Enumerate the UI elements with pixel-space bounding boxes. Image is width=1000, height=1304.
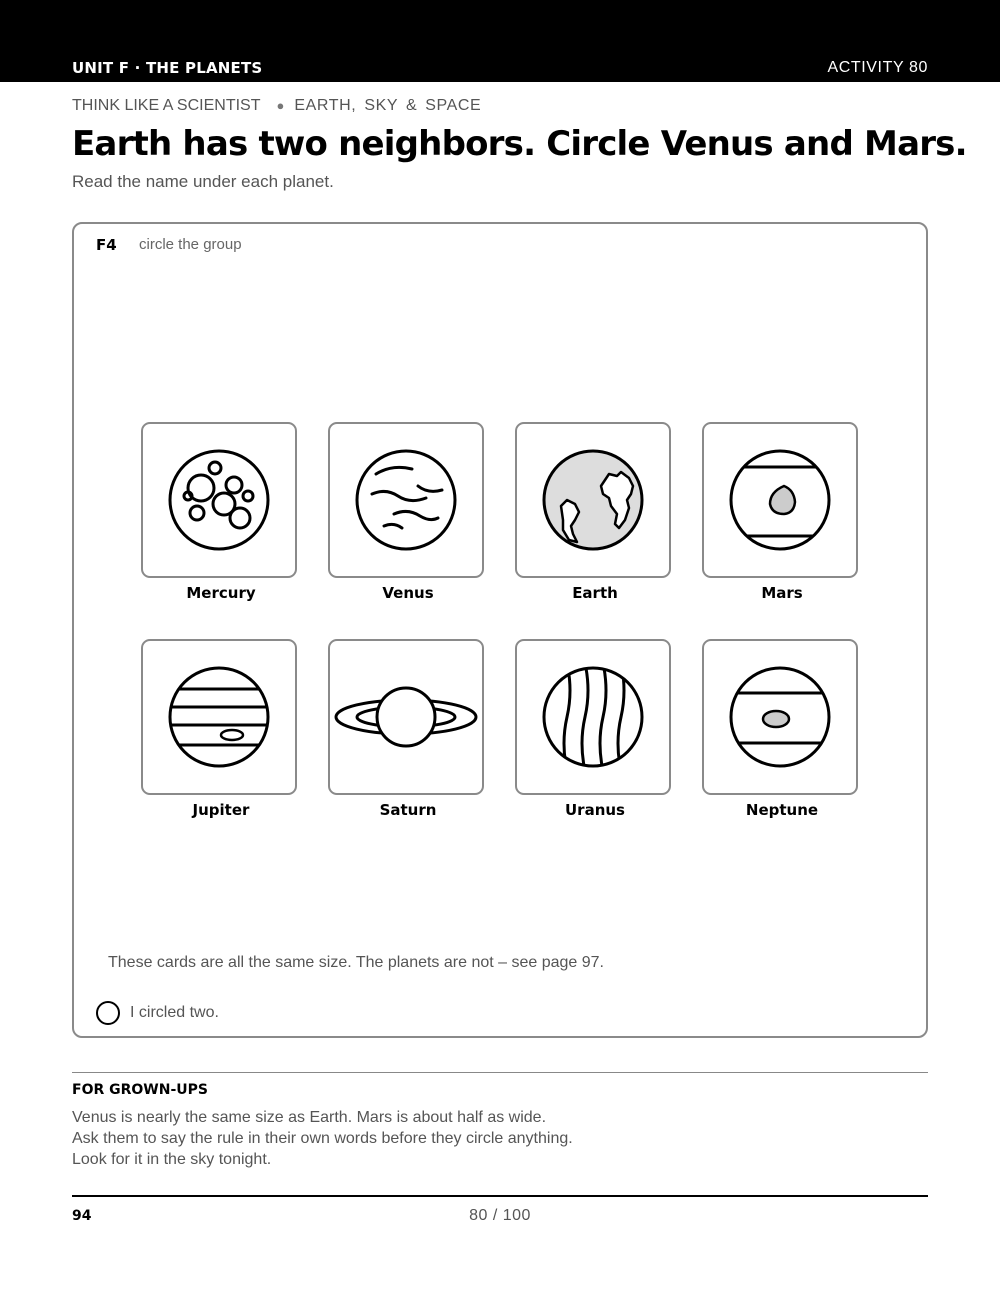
footer-divider — [72, 1195, 928, 1197]
planet-label: Mercury — [186, 584, 256, 602]
activity-panel — [72, 222, 928, 1038]
done-checkbox[interactable] — [96, 1001, 120, 1025]
planet-card-earth[interactable] — [515, 422, 671, 578]
activity-label: ACTIVITY 80 — [827, 59, 928, 76]
planet-card-uranus[interactable] — [515, 639, 671, 795]
planet-card-neptune[interactable] — [702, 639, 858, 795]
page-subtitle: Read the name under each planet. — [72, 172, 334, 191]
planet-card-saturn[interactable] — [328, 639, 484, 795]
planet-label: Jupiter — [192, 801, 250, 819]
planet-label: Saturn — [379, 801, 437, 819]
planet-label: Mars — [761, 584, 803, 602]
planet-label: Neptune — [745, 801, 819, 819]
neptune-icon — [704, 641, 856, 793]
page-title: Earth has two neighbors. Circle Venus and Mars. — [72, 124, 967, 164]
mercury-icon — [143, 424, 295, 576]
grownups-heading: FOR GROWN-UPS — [72, 1082, 208, 1098]
top-bar — [0, 0, 1000, 82]
planet-card-mars[interactable] — [702, 422, 858, 578]
uranus-icon — [517, 641, 669, 793]
grownups-line: Ask them to say the rule in their own words before they circle anything. — [72, 1130, 573, 1147]
planet-card-mercury[interactable] — [141, 422, 297, 578]
separator-dot-icon: ● — [276, 98, 285, 113]
size-note: These cards are all the same size. The planets are not – see page 97. — [108, 954, 604, 971]
planet-card-venus[interactable] — [328, 422, 484, 578]
planet-label: Venus — [382, 584, 434, 602]
activity-instruction: circle the group — [139, 236, 242, 253]
mars-icon — [704, 424, 856, 576]
page-number: 94 — [72, 1208, 92, 1224]
unit-label: UNIT F · THE PLANETS — [72, 59, 263, 77]
topic-label: EARTH, SKY & SPACE — [294, 97, 482, 114]
planet-label: Earth — [572, 584, 618, 602]
jupiter-icon — [143, 641, 295, 793]
divider — [72, 1072, 928, 1073]
venus-icon — [330, 424, 482, 576]
done-checkbox-label: I circled two. — [130, 1004, 219, 1021]
kicker — [72, 97, 481, 115]
series-label: THINK LIKE A SCIENTIST — [72, 97, 261, 114]
progress-counter: 80 / 100 — [469, 1207, 531, 1224]
activity-code: F4 — [96, 236, 117, 254]
grownups-line: Look for it in the sky tonight. — [72, 1151, 272, 1168]
saturn-icon — [330, 641, 482, 793]
planet-label: Uranus — [565, 801, 625, 819]
planet-card-jupiter[interactable] — [141, 639, 297, 795]
grownups-line: Venus is nearly the same size as Earth. Mars is about half as wide. — [72, 1109, 547, 1126]
earth-icon — [517, 424, 669, 576]
